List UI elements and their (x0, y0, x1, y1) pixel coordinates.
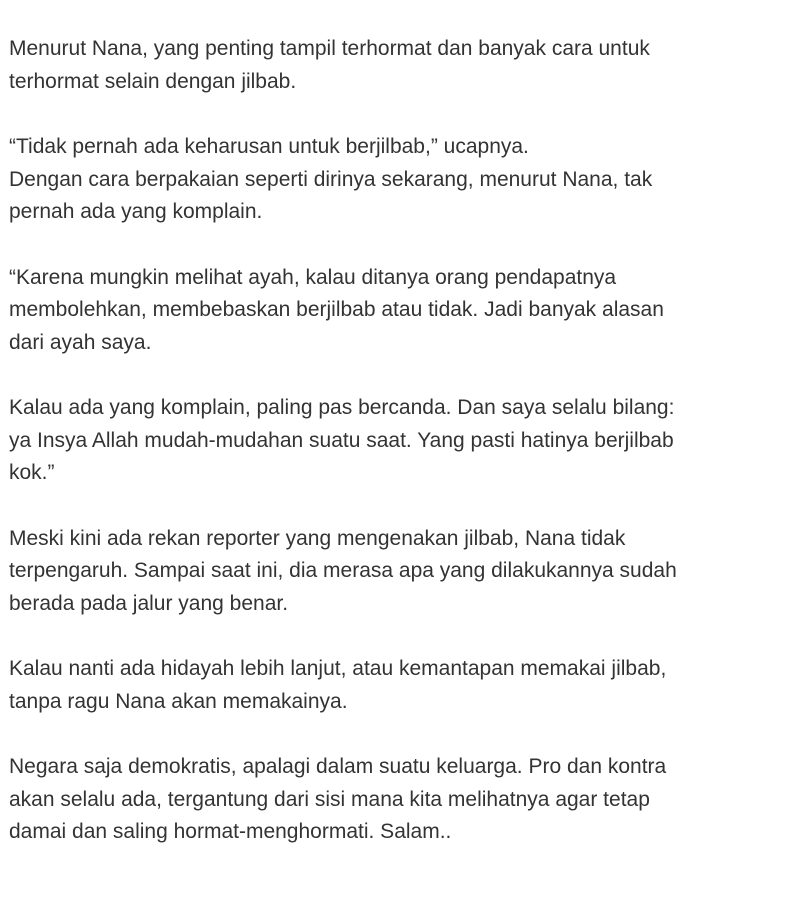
paragraph-7 (9, 751, 784, 849)
text-line: terpengaruh. Sampai saat ini, dia merasa apa yang dilakukannya sudah (9, 559, 677, 582)
text-line: terhormat selain dengan jilbab. (9, 69, 297, 93)
text-line: dari ayah saya. (9, 330, 152, 354)
text-line: damai dan saling hormat-menghormati. Salam.. (9, 820, 452, 843)
text-line: Kalau ada yang komplain, paling pas bercanda. Dan saya selalu bilang: (9, 396, 675, 419)
text-line: “Tidak pernah ada keharusan untuk berjilbab,” ucapnya. (9, 135, 529, 158)
paragraph-1 (9, 33, 784, 98)
paragraph-6 (9, 653, 784, 718)
text-line: tanpa ragu Nana akan memakainya. (9, 689, 348, 713)
text-line: Kalau nanti ada hidayah lebih lanjut, atau kemantapan memakai jilbab, (9, 657, 667, 680)
text-line: Negara saja demokratis, apalagi dalam suatu keluarga. Pro dan kontra (9, 755, 667, 778)
text-line: kok.” (9, 461, 55, 484)
paragraph-3 (9, 262, 784, 360)
text-line: pernah ada yang komplain. (9, 200, 263, 223)
text-line: Meski kini ada rekan reporter yang mengenakan jilbab, Nana tidak (9, 526, 626, 550)
text-line: ya Insya Allah mudah-mudahan suatu saat. Yang pasti hatinya berjilbab (9, 428, 674, 452)
paragraph-2 (9, 131, 784, 229)
article-body (9, 33, 784, 882)
paragraph-5 (9, 523, 784, 621)
text-line: Menurut Nana, yang penting tampil terhormat dan banyak cara untuk (9, 37, 650, 60)
text-line: membolehkan, membebaskan berjilbab atau tidak. Jadi banyak alasan (9, 298, 664, 321)
text-line: “Karena mungkin melihat ayah, kalau ditanya orang pendapatnya (9, 265, 617, 289)
text-line: akan selalu ada, tergantung dari sisi mana kita melihatnya agar tetap (9, 787, 650, 811)
paragraph-4 (9, 392, 784, 490)
text-line: berada pada jalur yang benar. (9, 591, 289, 615)
text-line: Dengan cara berpakaian seperti dirinya sekarang, menurut Nana, tak (9, 167, 653, 191)
